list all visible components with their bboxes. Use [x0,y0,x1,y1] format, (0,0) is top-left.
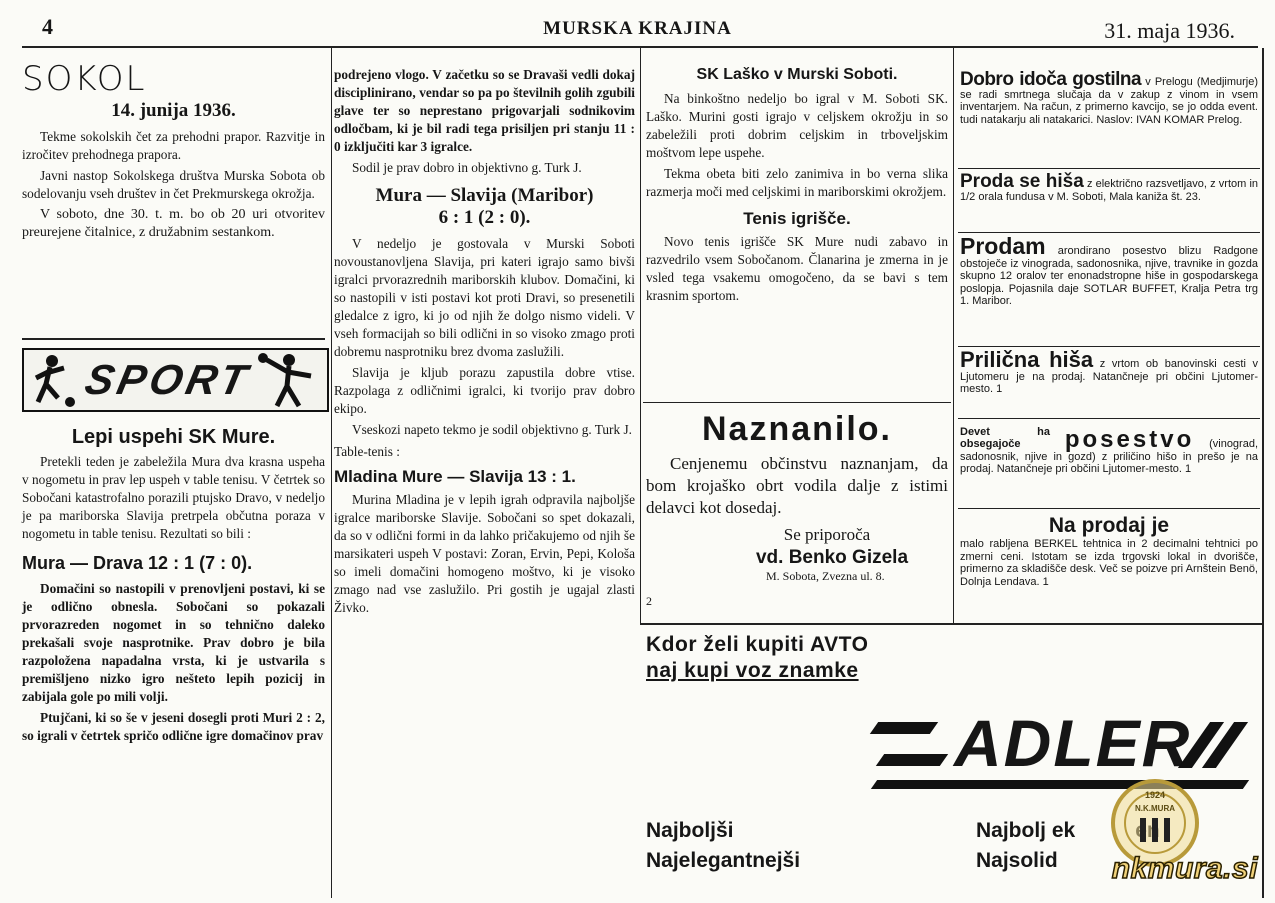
column-divider-3 [953,48,954,623]
sokol-paragraph: Tekme sokolskih čet za prehodni prapor. Razvitje in izročitev prehodnega prapora. [22,129,325,162]
naznanilo-heading: Naznanilo. [701,410,893,448]
sokol-paragraph: V soboto, dne 30. t. m. bo ob 20 uri otvoritev preurejene čitalnice, z družabnim sestankom. [22,207,325,240]
ad-na-prodaj [960,514,1258,588]
issue-date: 31. maja 1936. [1104,18,1235,43]
mura-slavija-score: 6 : 1 (2 : 0). [438,207,531,228]
se-priporoca: Se priporoča [783,525,871,544]
naznanilo-text: Cenjenemu občinstvu naznanjam, da bom krojaško obrt vodila dalje z istimi delavci kot dosedaj. [646,454,948,517]
ad-text: z vrtom ob banovinski cesti v Ljutomeru je na prodaj. Natančneje pri občini Ljutomer-mesto. [960,358,1258,395]
naznanilo-ad [646,410,948,608]
article-paragraph: podrejeno vlogo. V začetku so se Dravaši vedli dokaj disciplinirano, vendar so pa po številnih golih zgubili glave ter so neprestano prigovarjali sodnikovim odločbam, ki je bil radi tega prisiljen pri stanju 11 : 0 izključiti kar 3 igralce. [334,67,635,154]
ad-text: malo rabljena BERKEL tehtnica in 2 decimalni tehtnici po zmerni ceni. Istotam se izda trgovski lokal in dvorišče, primerno za skladišče desk. Več se poizve pri Arnštein Benö, Dolnja Lendava. [960,538,1258,588]
article-paragraph: Slavija je kljub porazu zapustila dobre vtise. Razpolaga z odličnimi igralci, ki tvorijo prav dobro ekipo. [334,365,635,416]
adler-slogan-4: Najsolid [976,849,1058,872]
column-3 [646,66,948,308]
adler-line-2: naj kupi voz znamke [646,659,859,682]
section-rule [643,402,951,403]
article-paragraph: Na binkoštno nedeljo bo igral v M. Soboti SK. Laško. Murini gosti igrajo v celjskem okrožju in so zabeležili proti dobrim celjskim in trboveljskim moštvom lepe uspehe. [646,91,948,160]
article-paragraph: Murina Mladina je v lepih igrah odpravila najboljše igralce mariborske Slavije. Sobočani so spet dokazali, da so v odlični formi in da lahko pričakujemo od njih še marsikateri uspeh V postavi: Zoran, Ervin, Pepi, Kološa so imeli domačini homogeno moštvo, ki je visoko zmago nad vse zaslužilo. Pri gostih je ugajal zlasti Živko. [334,492,635,615]
ad-rule [958,508,1260,509]
ad-proda-hisa [960,171,1258,203]
sokol-date: 14. junija 1936. [111,100,236,121]
ad-headline: posestvo [1064,426,1195,453]
ad-number: 1 [1185,463,1192,475]
sokol-paragraph: Javni nastop Sokolskega društva Murska Sobota ob sodelovanju vseh društev in čet Prekmurskega okrožja. [22,168,325,201]
ad-rule [958,168,1260,169]
mladina-heading: Mladina Mure — Slavija 13 : 1. [334,467,576,486]
ad-number: 1 [996,383,1003,395]
article-paragraph: Tekma obeta biti zelo zanimiva in bo verna slika razmerja moči med celjskimi in mariborskimi okrožjem. [646,166,948,199]
adler-brand: ADLER [954,706,1192,780]
mura-slavija-heading: Mura — Slavija (Maribor) [375,185,594,206]
ad-headline: Proda se hiša [960,171,1084,192]
signer-name: vd. Benko Gizela [755,547,909,568]
adler-slogan-3: Najbolj ek [976,819,1076,842]
article-paragraph: Ptujčani, ki so še v jeseni dosegli proti Muri 2 : 2, so igrali v četrtek spričo odlične igre domačinov prav [22,710,325,743]
masthead [0,6,1275,44]
adler-slogan-1: Najboljši [646,819,734,842]
article-paragraph: V nedeljo je gostovala v Murski Soboti novoustanovljena Slavija, pri kateri igrajo samo bivši igralci prvorazrednih mariborskih klubov. Domačini, ki so nastopili v isti postavi kot proti Dravi, so presenetili gledalce z igro, ki jo od njih že dolgo nismo videli. V vseh formacijah so bili odlični in so visoko zmago proti dobremu nasprotniku brez dvoma zaslužili. [334,236,635,359]
column-divider-1 [331,48,332,898]
ad-headline: Na prodaj je [1048,514,1170,537]
ad-rule [958,418,1260,419]
watermark-site: nkmura.si [1111,852,1258,885]
ad-headline: Prilična hiša [960,347,1094,372]
ad-gostilna [960,69,1258,126]
ad-subheadline: Devet ha obsegajoče [960,426,1050,450]
article-paragraph: Pretekli teden je zabeležila Mura dva krasna uspeha v nogometu in prav lep uspeh v table tenisu. V četrtek so Sobočani katastrofalno porazili ptujsko Dravo, v nedeljo je pa mariborska Slavija pretrpela občutna poraza v nogometu in table tenisu. Rezultati so bili : [22,454,325,541]
adler-slogan-left [646,816,800,876]
ad-headline: Prodam [960,233,1046,259]
ad-prodam [960,233,1259,308]
ad-text: v Prelogu (Medjimurje) se radi smrtnega slučaja da v zakup z vinom in vsem inventarjem. Na račun, z primerno kavcijo, se jo odda event. tudi natakarju ali natakarici. Naslov: IVAN KOMAR Prelog. [960,76,1258,126]
page-edge [1262,48,1264,898]
section-rule [22,338,325,340]
adler-rule [640,623,1262,625]
ad-posestvo [960,426,1258,476]
sport-banner [22,348,329,412]
tenis-heading: Tenis igrišče. [743,209,851,228]
ad-number: 1 [1042,575,1049,588]
lepi-uspehi-heading: Lepi uspehi SK Mure. [71,426,276,448]
mura-drava-heading: Mura — Drava 12 : 1 (7 : 0). [22,553,253,573]
crest-year: 1924 [1144,790,1166,800]
footballer-icon [26,350,86,410]
sokol-heading: SOKOL [22,59,147,99]
column-1-sport [22,426,325,748]
page-number: 4 [42,14,53,39]
sk-lasko-heading: SK Laško v Murski Soboti. [696,66,898,83]
column-1 [22,60,325,245]
sport-title: SPORT [81,356,256,403]
ad-text: z električno razsvetljavo, z vrtom in 1/2 orala fundusa v M. Soboti, Mala kaniža št. 23. [960,178,1258,203]
ad-headline: Dobro idoča gostilna [960,69,1142,90]
article-paragraph: Sodil je prav dobro in objektivno g. Turk J. [352,160,582,175]
article-paragraph: Vseskozi napeto tekmo je sodil objektivno g. Turk J. [352,422,632,437]
table-tenis-label: Table-tenis : [334,444,400,459]
newspaper-title: MURSKA KRAJINA [543,18,732,39]
hammer-thrower-icon [255,350,325,410]
article-paragraph: Novo tenis igrišče SK Mure nudi zabavo in razvedrilo vsem Sobočanom. Članarina je zmerna in je vsled tega vsakemu omogočeno, da se bavi s tem krasnim sportom. [646,234,948,303]
ad-text: (vinograd, sadonosnik, njive in gozd) z priličino hišo in prešo je na prodaj. Natančneje pri občini Ljutomer-mesto. [960,438,1259,475]
signer-address: M. Sobota, Zvezna ul. 8. [766,569,885,583]
column-2 [334,66,635,620]
crest-club: N.K.MURA [1135,804,1175,813]
adler-line-1: Kdor želi kupiti AVTO [646,633,869,656]
article-paragraph: Domačini so nastopili v prenovljeni postavi, ki se je odlično obnesla. Sobočani so pokazali prvorazreden nogomet in so tehnično daleko prekašali svoje nasprotnike. Prav dobro je bila razpoložena napadalna vrsta, ki je ustvarila s premišljeno nizko igro nešteto lepih pozicij in zabijala gole po mili volji. [22,581,325,704]
adler-slogan-2: Najelegantnejši [646,849,801,872]
ad-text: arondirano posestvo blizu Radgone obstoječe iz vinograda, sadonosnika, njive, travnike in gozda skupno 12 oralov ter enonadstropne hiše in gospodarskega poslopja. Pojasnila daje SOTLAR BUFFET, Kralja Petra trg 1. Maribor. [960,245,1259,307]
ad-number: 2 [646,594,652,608]
column-divider-2 [640,48,641,623]
ad-prilicna-hisa [960,347,1258,396]
